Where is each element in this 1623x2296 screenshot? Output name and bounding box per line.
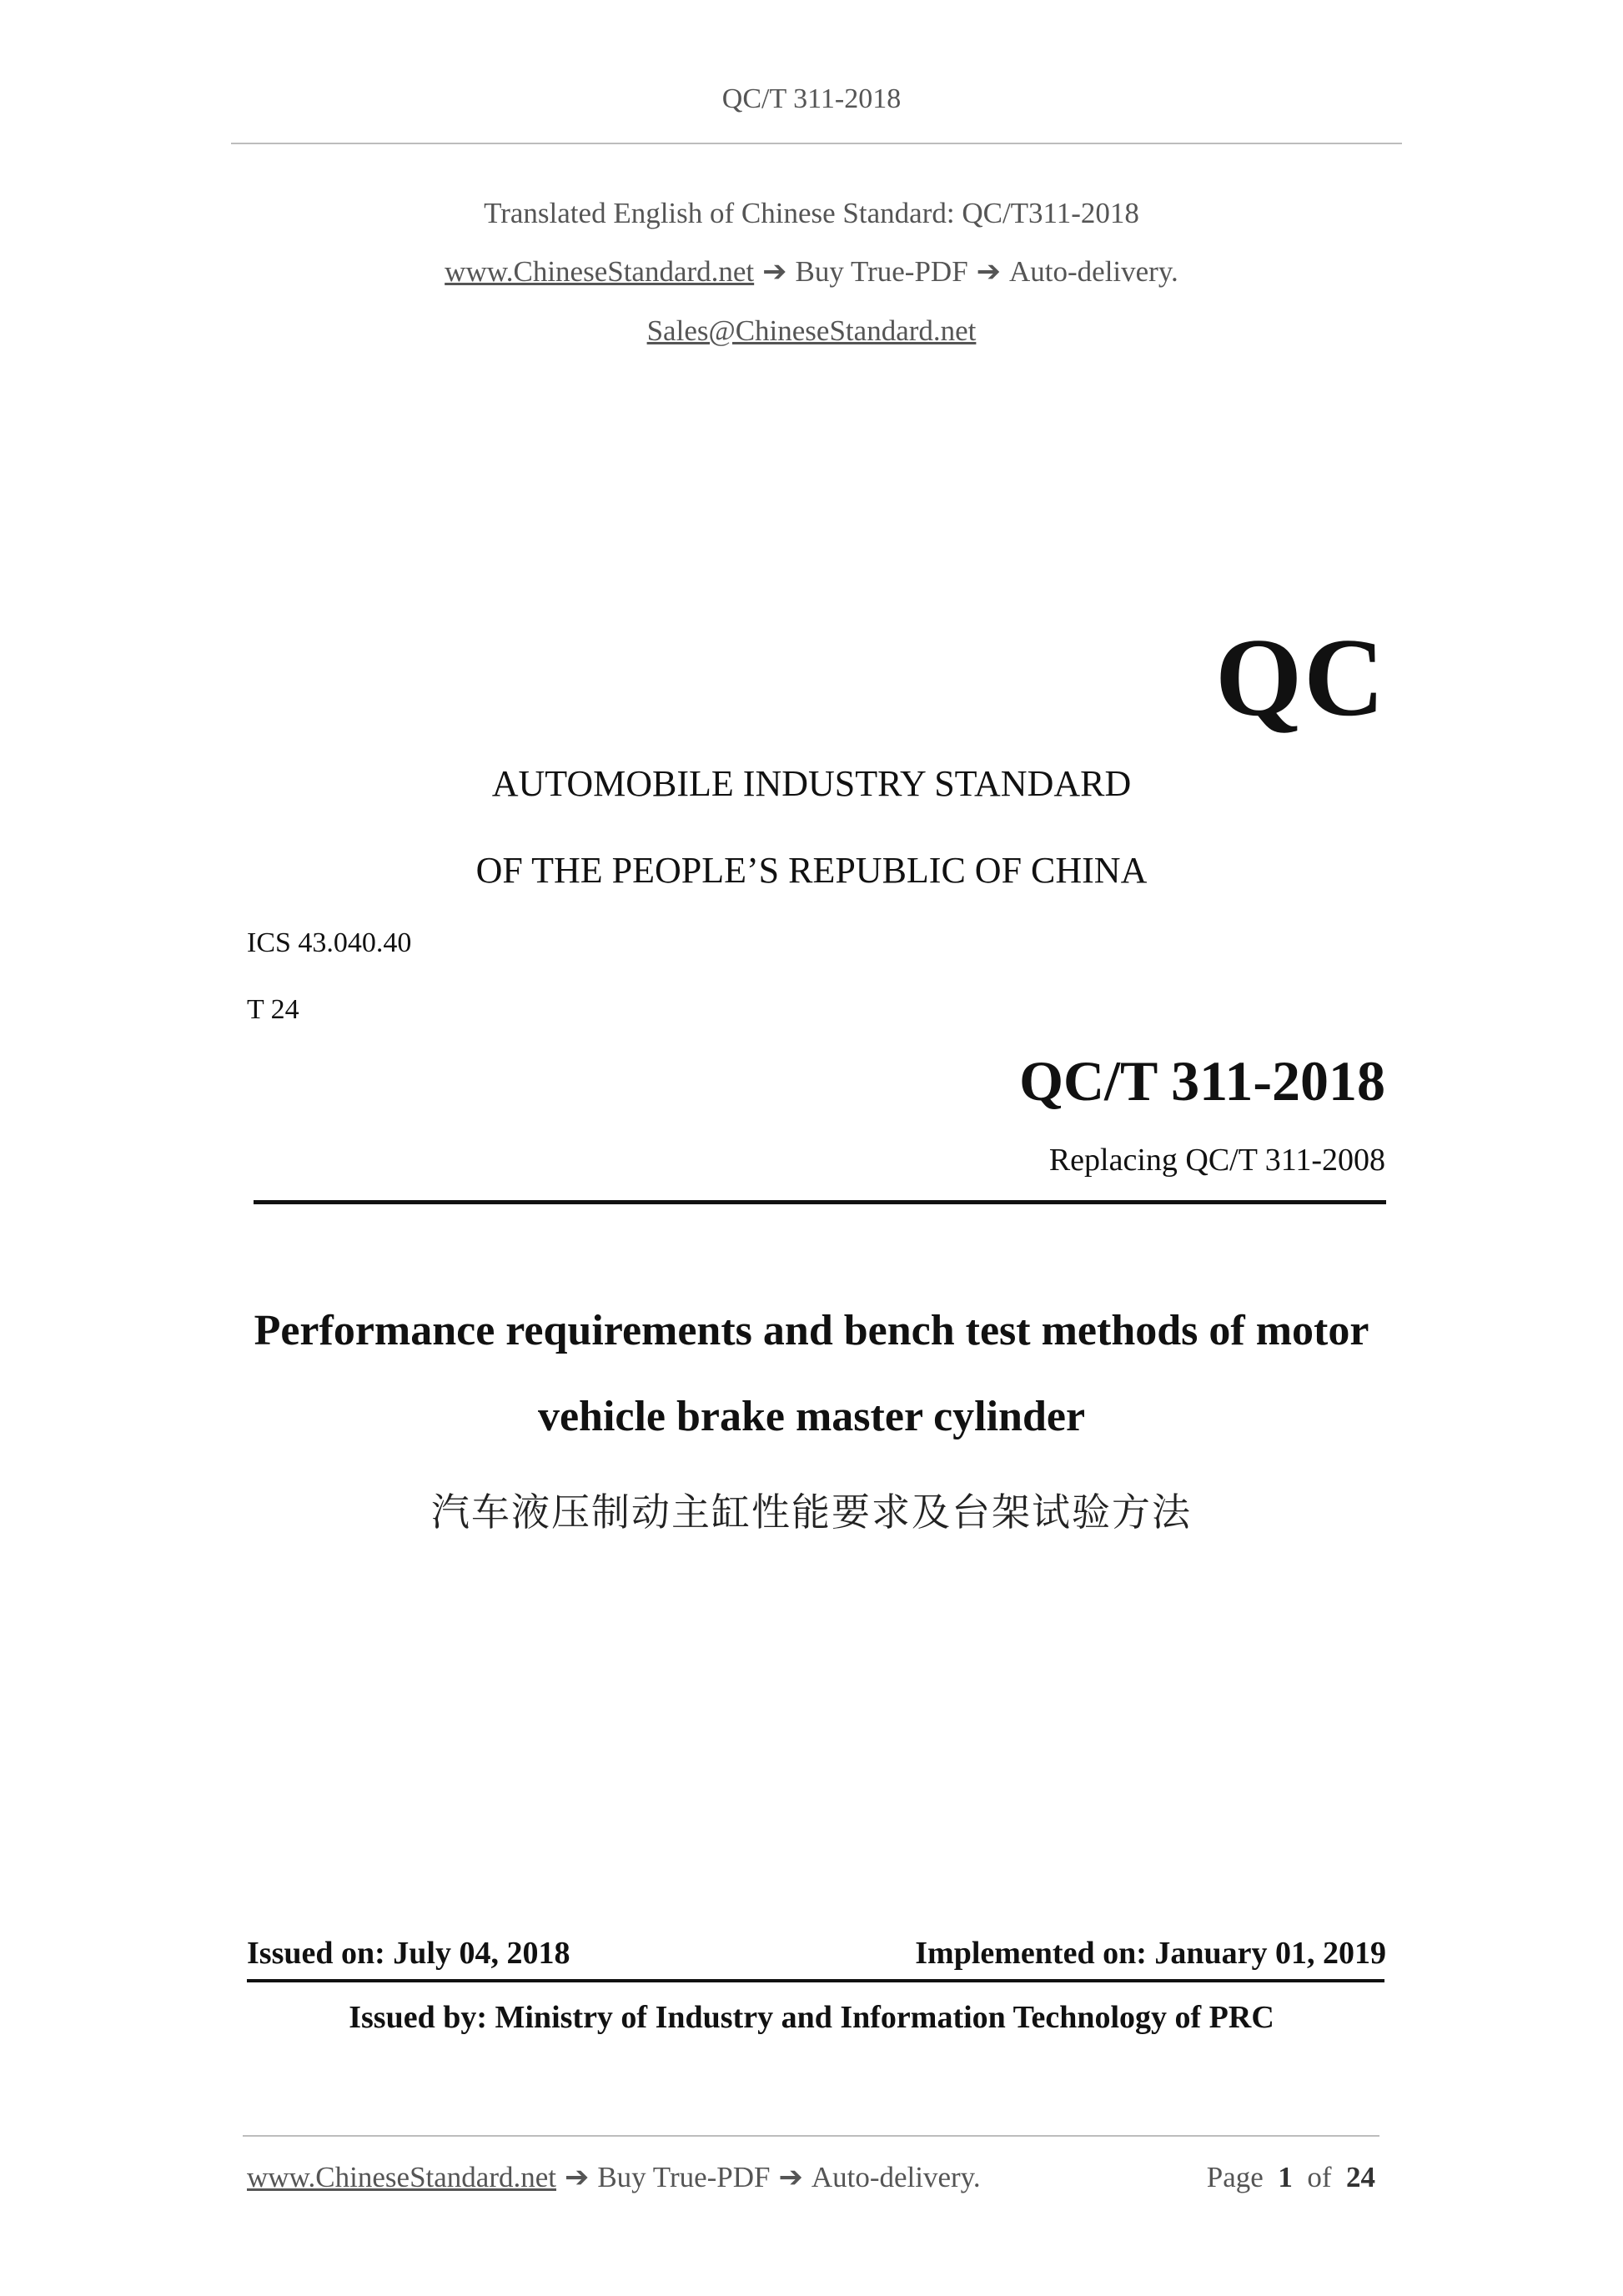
footer-divider	[243, 2135, 1379, 2137]
page-current: 1	[1278, 2161, 1293, 2193]
footer-promo	[247, 2161, 981, 2194]
page-of-label: of	[1307, 2161, 1332, 2193]
page-indicator	[1207, 2161, 1375, 2194]
promo-line	[0, 255, 1623, 289]
title-divider	[254, 1200, 1386, 1204]
sales-email-link[interactable]: Sales@ChineseStandard.net	[646, 314, 977, 347]
website-link[interactable]: www.ChineseStandard.net	[445, 255, 755, 288]
arrow-right-icon: ➔	[565, 2161, 590, 2193]
footer-buy-text: Buy True-PDF	[597, 2161, 771, 2193]
standard-number: QC/T 311-2018	[1019, 1049, 1385, 1113]
title-chinese: 汽车液压制动主缸性能要求及台架试验方法	[431, 1490, 1192, 1535]
title-line-1: Performance requirements and bench test methods of motor	[254, 1307, 1369, 1354]
implemented-on-date: Implemented on: January 01, 2019	[915, 1936, 1386, 1971]
running-header: QC/T 311-2018	[721, 83, 902, 114]
issued-on-date: Issued on: July 04, 2018	[247, 1936, 570, 1971]
arrow-right-icon: ➔	[762, 255, 787, 288]
issuing-authority: Issued by: Ministry of Industry and Information Technology of PRC	[349, 2000, 1274, 2035]
translation-note: Translated English of Chinese Standard: QC/T311-2018	[484, 197, 1139, 229]
header-divider	[231, 143, 1402, 144]
buy-pdf-text: Buy True-PDF	[795, 255, 968, 288]
page-total: 24	[1346, 2161, 1375, 2193]
replacing-note: Replacing QC/T 311-2008	[1048, 1143, 1385, 1178]
organization-line-1: AUTOMOBILE INDUSTRY STANDARD	[491, 763, 1132, 804]
ics-code: ICS 43.040.40	[247, 927, 412, 958]
footer-website-link[interactable]: www.ChineseStandard.net	[247, 2161, 556, 2193]
dates-divider	[247, 1979, 1384, 1982]
qc-logo: QC	[1215, 615, 1386, 739]
auto-delivery-text: Auto-delivery.	[1009, 255, 1178, 288]
email-line	[0, 314, 1623, 348]
footer-delivery-text: Auto-delivery.	[811, 2161, 981, 2193]
arrow-right-icon: ➔	[778, 2161, 803, 2193]
page-label: Page	[1206, 2161, 1264, 2193]
organization-line-2: OF THE PEOPLE’S REPUBLIC OF CHINA	[475, 850, 1148, 891]
arrow-right-icon: ➔	[976, 255, 1001, 288]
title-line-2: vehicle brake master cylinder	[537, 1393, 1086, 1440]
classification-code: T 24	[247, 994, 299, 1025]
